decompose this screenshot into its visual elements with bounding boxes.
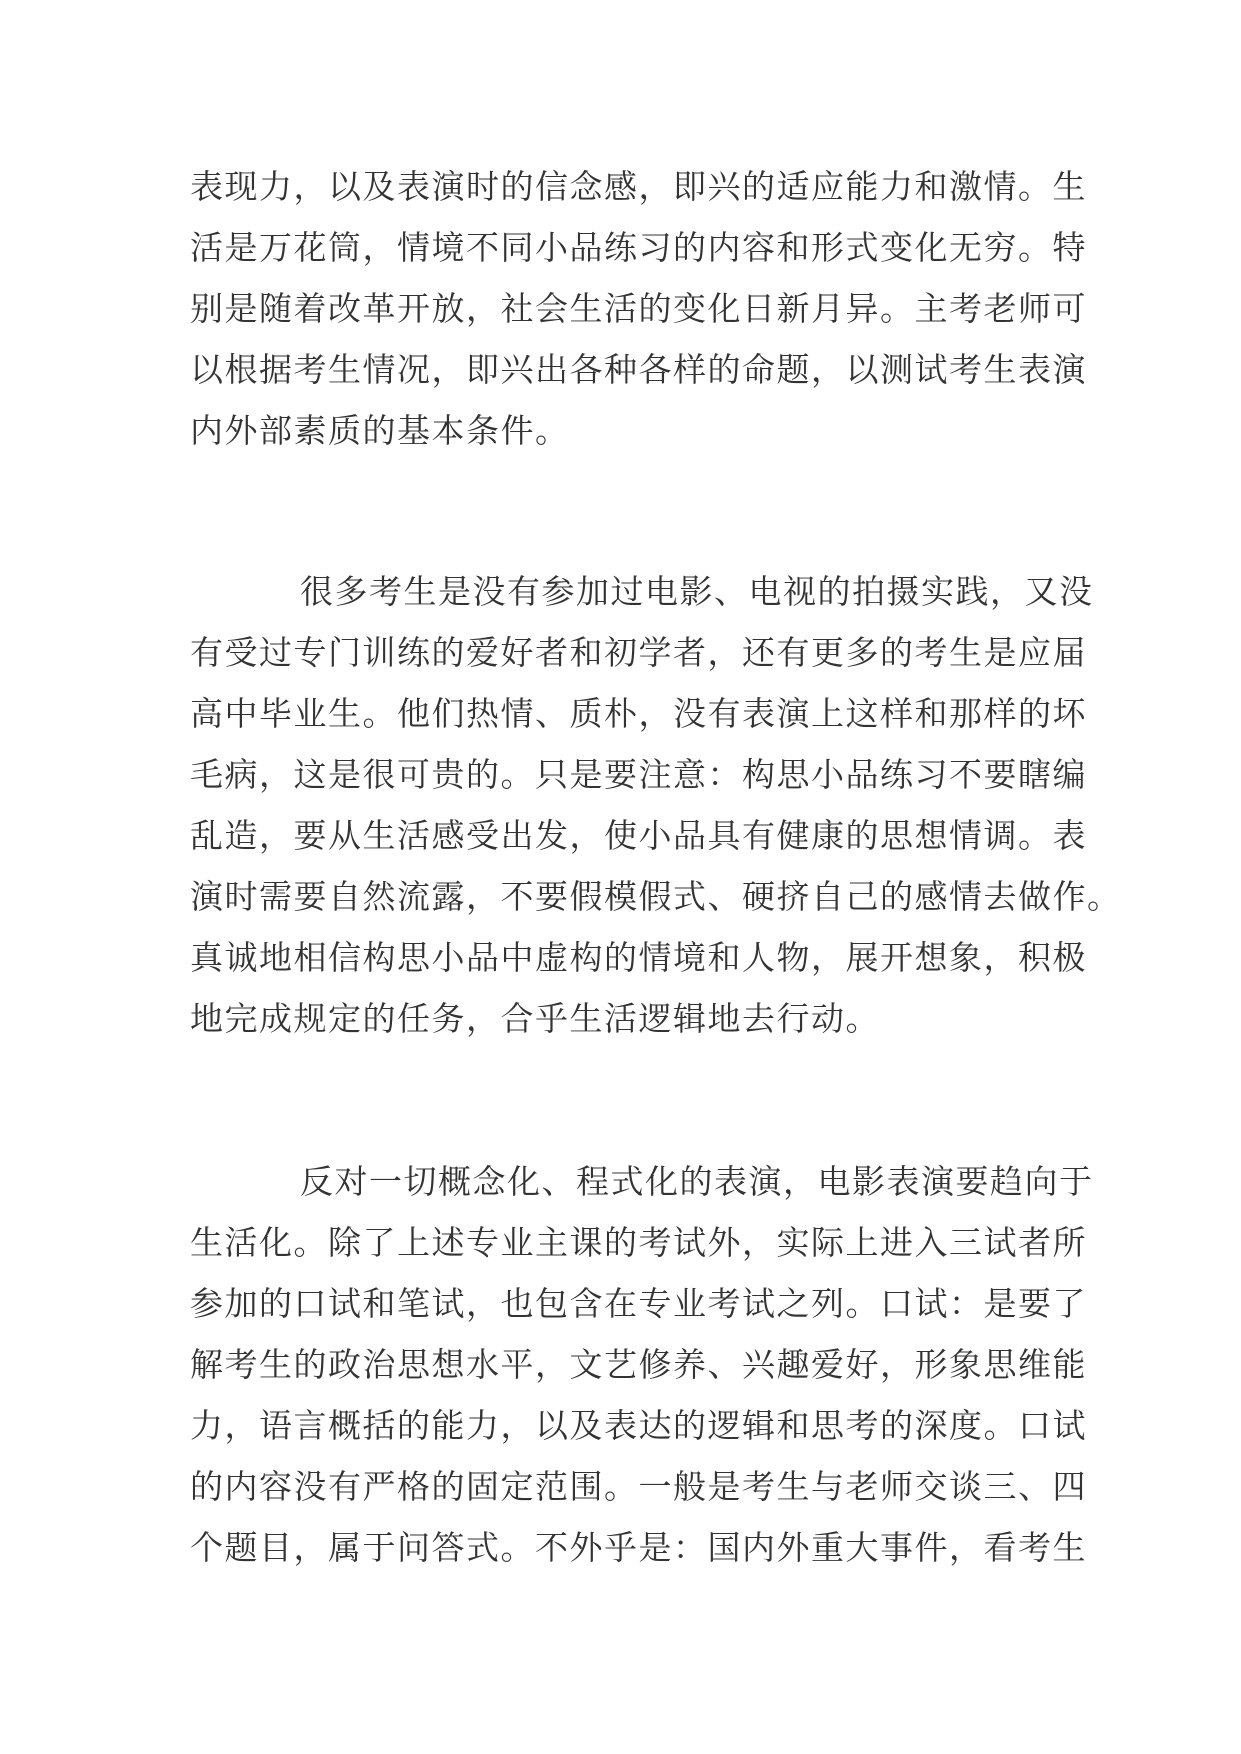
paragraph-line: 力，语言概括的能力，以及表达的逻辑和思考的深度。口试 — [190, 1406, 1087, 1445]
paragraph-2 — [190, 561, 1122, 1049]
paragraph-line: 乱造，要从生活感受出发，使小品具有健康的思想情调。表 — [190, 816, 1087, 855]
paragraph-line: 生活化。除了上述专业主课的考试外，实际上进入三试者所 — [190, 1223, 1087, 1262]
paragraph-line: 有受过专门训练的爱好者和初学者，还有更多的考生是应届 — [190, 633, 1087, 672]
paragraph-line: 以根据考生情况，即兴出各种各样的命题，以测试考生表演 — [190, 350, 1087, 389]
paragraph-line: 解考生的政治思想水平，文艺修养、兴趣爱好，形象思维能 — [190, 1345, 1087, 1384]
paragraph-line: 真诚地相信构思小品中虚构的情境和人物，展开想象，积极 — [190, 938, 1087, 977]
paragraph-line: 高中毕业生。他们热情、质朴，没有表演上这样和那样的坏 — [190, 694, 1087, 733]
paragraph-line: 内外部素质的基本条件。 — [190, 411, 570, 450]
paragraph-line: 演时需要自然流露，不要假模假式、硬挤自己的感情去做作。 — [190, 877, 1122, 916]
paragraph-line: 很多考生是没有参加过电影、电视的拍摄实践，又没 — [300, 572, 1094, 611]
paragraph-3 — [190, 1151, 1094, 1578]
paragraph-line: 个题目，属于问答式。不外乎是：国内外重大事件，看考生 — [190, 1528, 1087, 1567]
paragraph-line: 的内容没有严格的固定范围。一般是考生与老师交谈三、四 — [190, 1467, 1087, 1506]
paragraph-line: 地完成规定的任务，合乎生活逻辑地去行动。 — [190, 999, 880, 1038]
paragraph-line: 活是万花筒，情境不同小品练习的内容和形式变化无穷。特 — [190, 228, 1087, 267]
paragraph-line: 别是随着改革开放，社会生活的变化日新月异。主考老师可 — [190, 289, 1087, 328]
paragraph-line: 反对一切概念化、程式化的表演，电影表演要趋向于 — [300, 1162, 1094, 1201]
paragraph-line: 表现力，以及表演时的信念感，即兴的适应能力和激情。生 — [190, 167, 1087, 206]
paragraph-line: 毛病，这是很可贵的。只是要注意：构思小品练习不要瞎编 — [190, 755, 1087, 794]
paragraph-line: 参加的口试和笔试，也包含在专业考试之列。口试：是要了 — [190, 1284, 1087, 1323]
paragraph-1 — [190, 156, 1087, 461]
